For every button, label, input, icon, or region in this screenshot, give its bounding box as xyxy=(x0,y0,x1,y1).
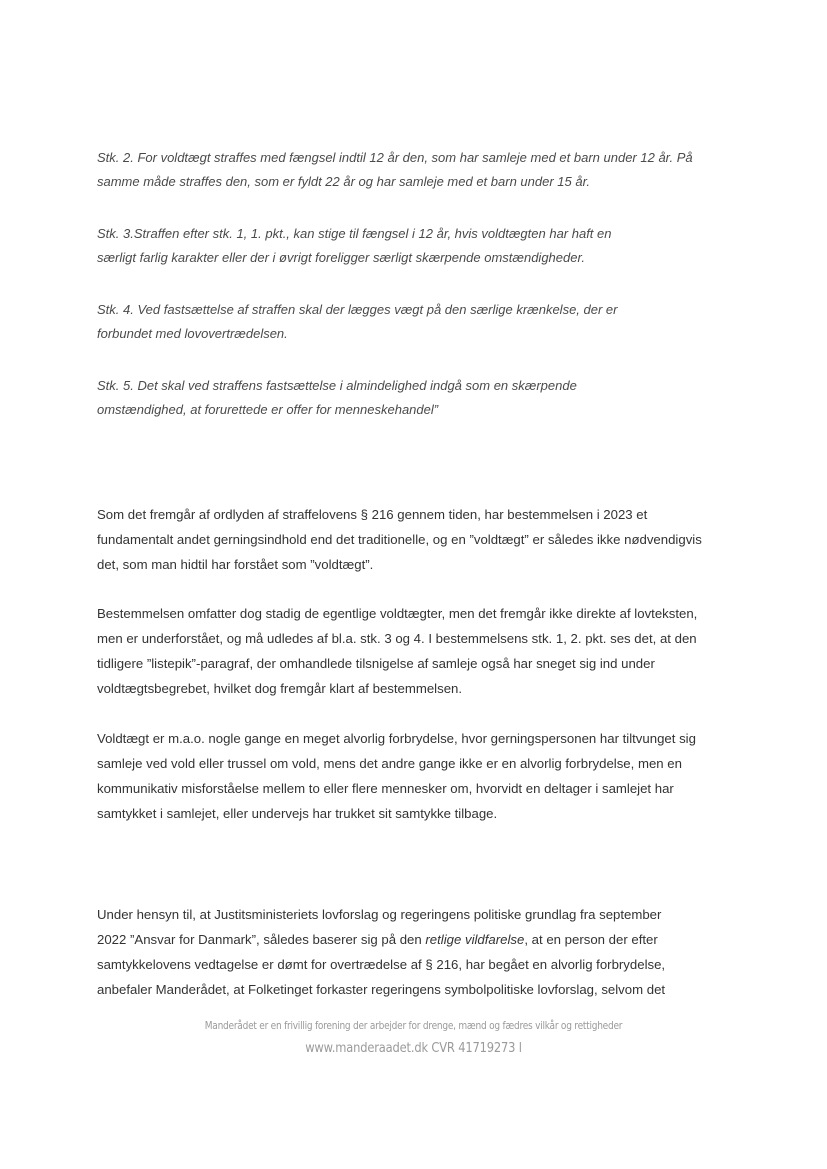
quote-line: Stk. 2. For voldtægt straffes med fængsel indtil 12 år den, som har samleje med et barn under 12 år. På xyxy=(97,150,693,165)
quote-line: samme måde straffes den, som er fyldt 22 år og har samleje med et barn under 15 år. xyxy=(97,174,591,189)
quote-line: Stk. 4. Ved fastsættelse af straffen skal der lægges vægt på den særlige krænkelse, der er xyxy=(97,302,618,317)
quote-stk-4 xyxy=(97,298,737,346)
quote-line: Stk. 5. Det skal ved straffens fastsættelse i almindelighed indgå som en skærpende xyxy=(97,378,577,393)
paragraph-voldtaegt xyxy=(97,726,737,826)
paragraph-line: Som det fremgår af ordlyden af straffelovens § 216 gennem tiden, har bestemmelsen i 2023 et xyxy=(97,507,648,522)
paragraph-line: Under hensyn til, at Justitsministeriets lovforslag og regeringens politiske grundlag fra september xyxy=(97,907,662,922)
paragraph-line: voldtægtsbegrebet, hvilket dog fremgår klart af bestemmelsen. xyxy=(97,681,463,696)
quote-line: omstændighed, at forurettede er offer for menneskehandel” xyxy=(97,402,439,417)
paragraph-bestemmelsen xyxy=(97,601,737,701)
quote-stk-3 xyxy=(97,222,737,270)
paragraph-line: samtykkelovens vedtagelse er dømt for overtrædelse af § 216, har begået en alvorlig forbrydelse, xyxy=(97,957,666,972)
quote-stk-2 xyxy=(97,146,737,194)
paragraph-line: samleje ved vold eller trussel om vold, mens det andre gange ikke er en alvorlig forbrydelse, men en xyxy=(97,756,682,771)
paragraph-under-hensyn xyxy=(97,902,737,1002)
text-run: , at en person der efter xyxy=(524,932,658,947)
paragraph-line: Voldtægt er m.a.o. nogle gange en meget alvorlig forbrydelse, hvor gerningspersonen har tiltvunget sig xyxy=(97,731,696,746)
text-run: 2022 ”Ansvar for Danmark”, således baserer sig på den xyxy=(97,932,426,947)
emphasis-retlige-vildfarelse: retlige vildfarelse xyxy=(425,932,525,947)
paragraph-line: men er underforstået, og må udledes af bl.a. stk. 3 og 4. I bestemmelsens stk. 1, 2. pkt. ses det, at den xyxy=(97,631,697,646)
paragraph-line: Bestemmelsen omfatter dog stadig de egentlige voldtægter, men det fremgår ikke direkte af lovteksten, xyxy=(97,606,698,621)
quote-line: forbundet med lovovertrædelsen. xyxy=(97,326,288,341)
footer-description: Manderådet er en frivillig forening der arbejder for drenge, mænd og fædres vilkår og rettigheder xyxy=(204,1019,623,1032)
paragraph-line: kommunikativ misforståelse mellem to eller flere mennesker om, hvorvidt en deltager i samlejet har xyxy=(97,781,674,796)
quote-line: Stk. 3.Straffen efter stk. 1, 1. pkt., kan stige til fængsel i 12 år, hvis voldtægten har haft en xyxy=(97,226,612,241)
paragraph-line xyxy=(97,927,737,952)
paragraph-ordlyden xyxy=(97,502,737,577)
quote-stk-5 xyxy=(97,374,737,422)
footer-contact: www.manderaadet.dk CVR 41719273 l xyxy=(305,1040,522,1056)
paragraph-line: samtykket i samlejet, eller undervejs har trukket sit samtykke tilbage. xyxy=(97,806,498,821)
paragraph-line: tidligere ”listepik”-paragraf, der omhandlede tilsnigelse af samleje også har sneget sig ind under xyxy=(97,656,655,671)
paragraph-line: anbefaler Manderådet, at Folketinget forkaster regeringens symbolpolitiske lovforslag, selvom det xyxy=(97,982,666,997)
paragraph-line: det, som man hidtil har forstået som ”voldtægt”. xyxy=(97,557,374,572)
quote-line: særligt farlig karakter eller der i øvrigt foreligger særligt skærpende omstændigheder. xyxy=(97,250,585,265)
paragraph-line: fundamentalt andet gerningsindhold end det traditionelle, og en ”voldtægt” er således ikke nødvendigvis xyxy=(97,532,702,547)
